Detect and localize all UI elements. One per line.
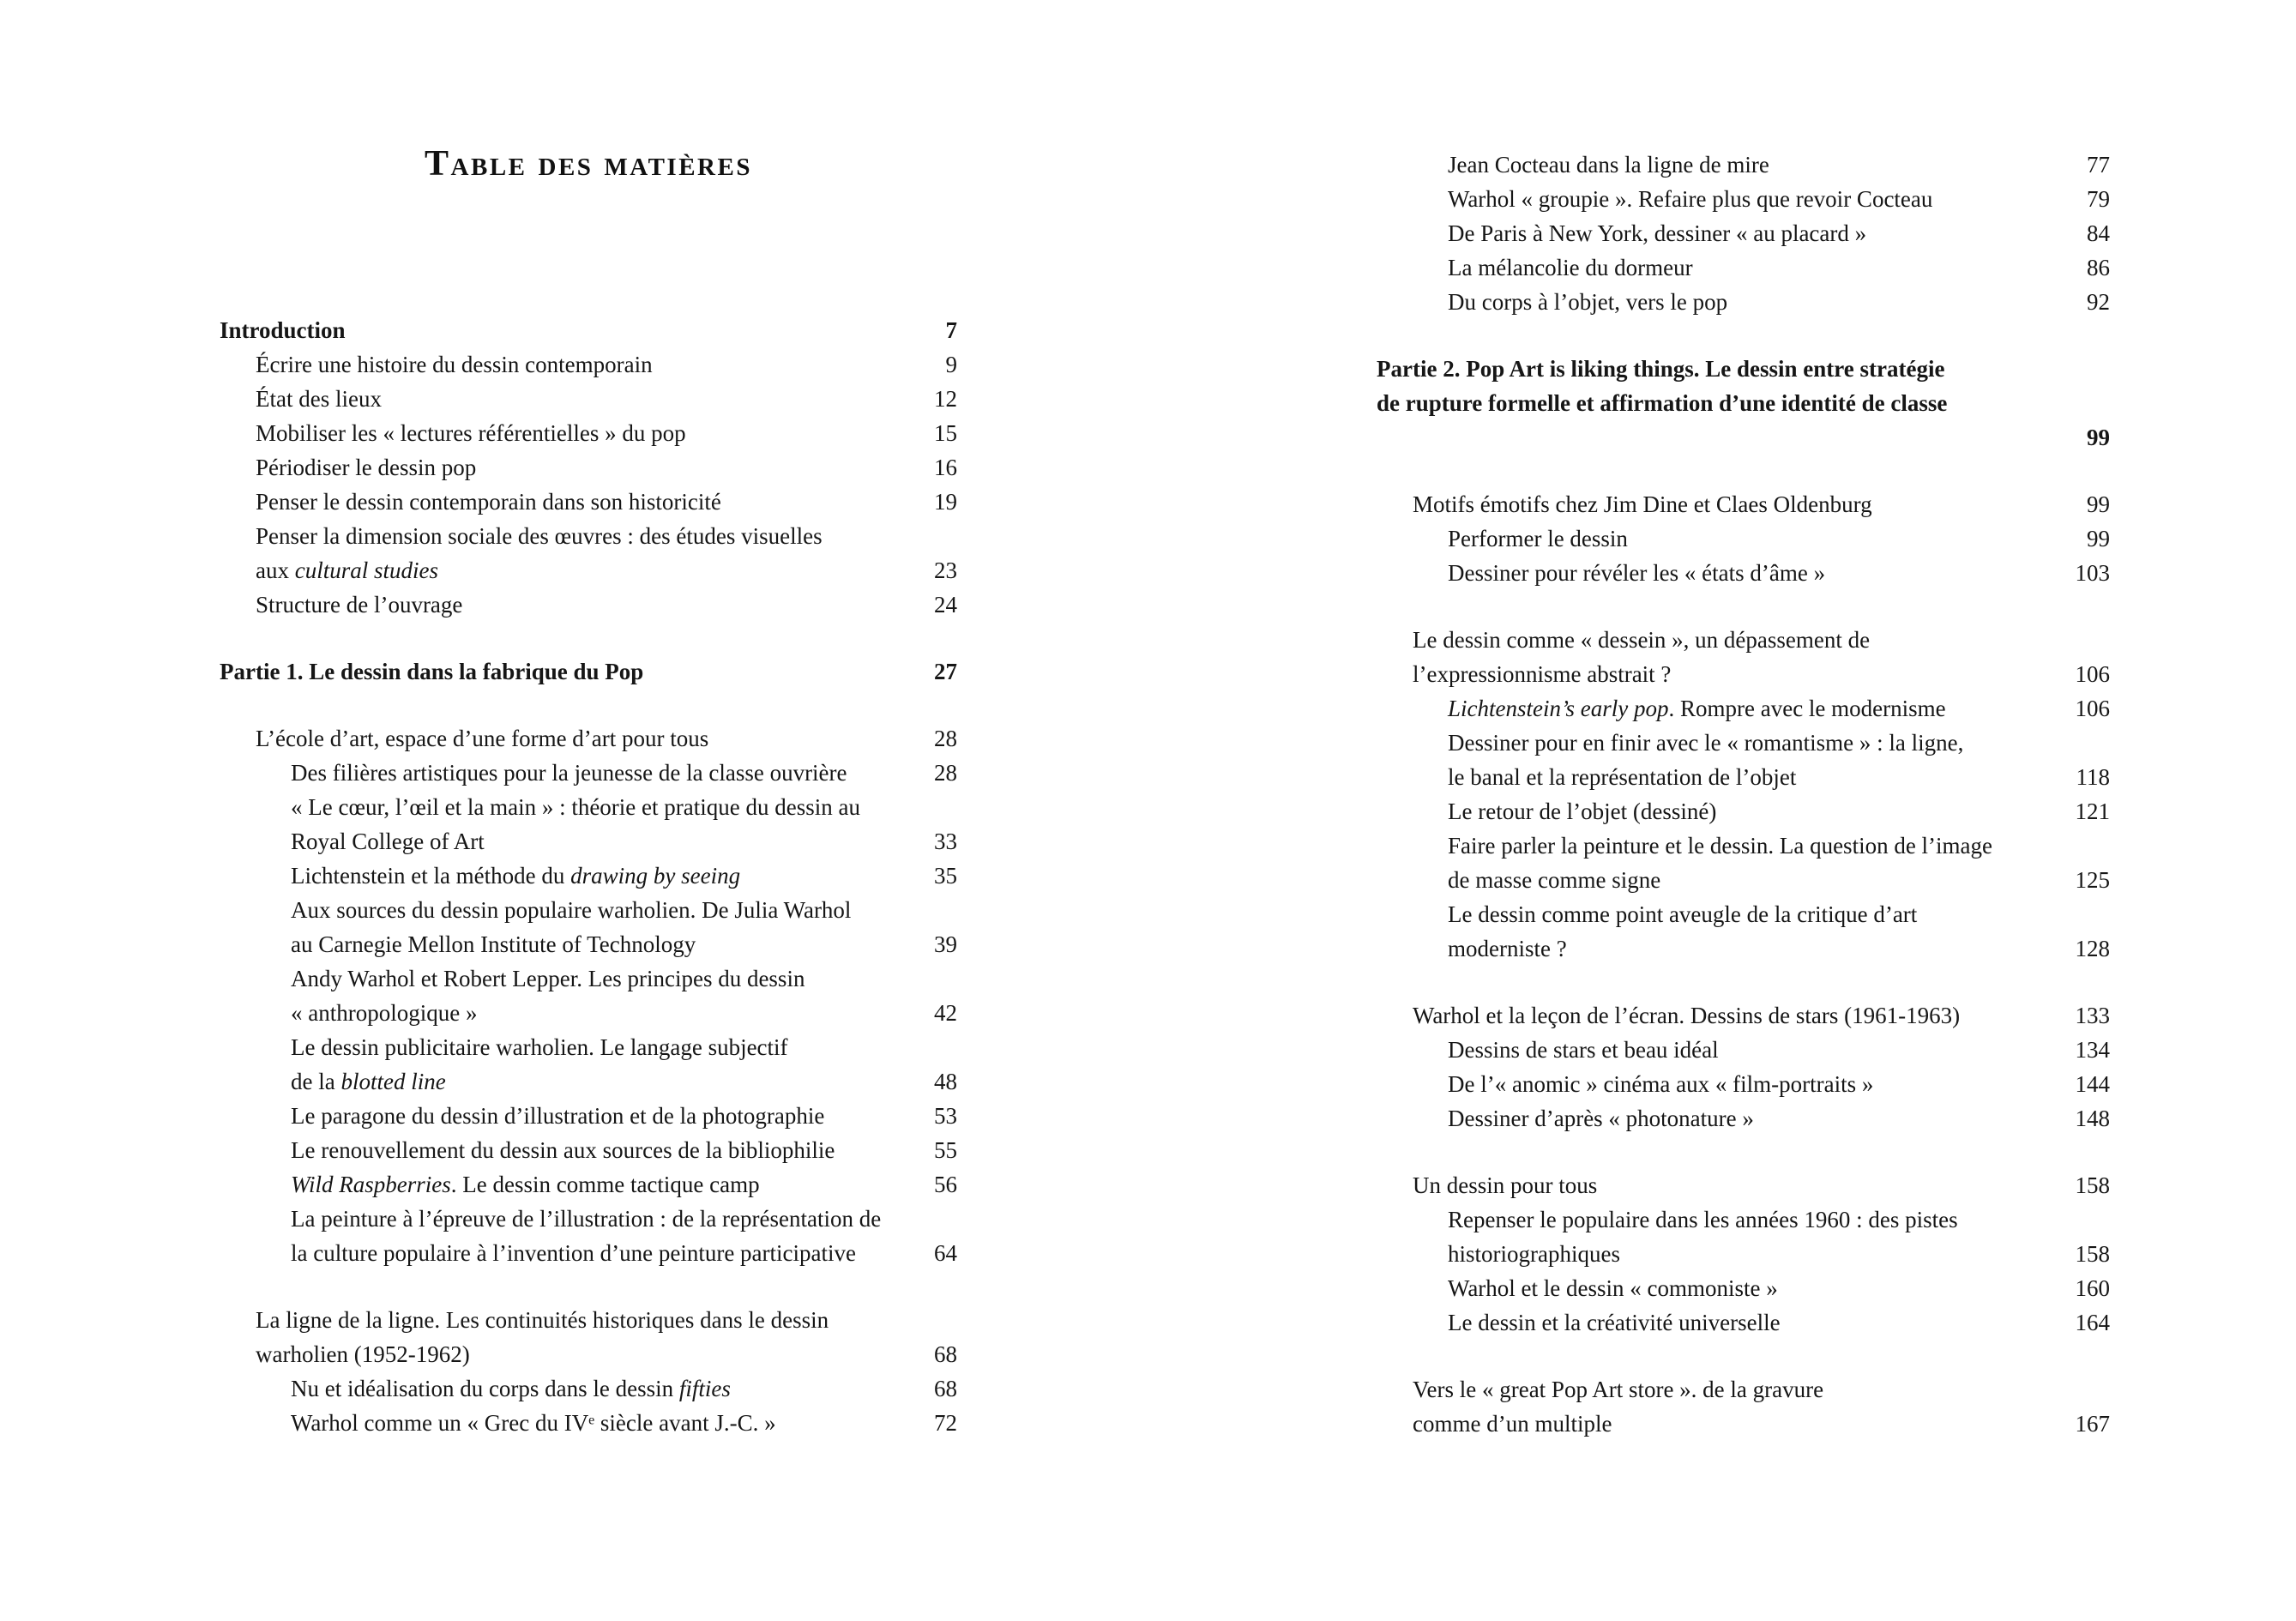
toc-entry: [1377, 691, 2110, 726]
page-title: Table des matières: [425, 144, 752, 184]
toc-entry-title: Lichtenstein et la méthode du drawing by seeing: [291, 863, 741, 889]
toc-entry-page-number: 106: [2075, 661, 2110, 687]
toc-entry-title: Andy Warhol et Robert Lepper. Les principes du dessin « anthropologique »: [291, 966, 805, 1026]
toc-entry: [220, 450, 957, 485]
toc-entry-title: Le dessin comme « dessein », un dépassement de l’expressionnisme abstrait ?: [1413, 627, 1871, 687]
toc-entry-title: L’école d’art, espace d’une forme d’art pour tous: [256, 726, 709, 751]
toc-entry-page-number: 56: [934, 1172, 957, 1197]
toc-entry-title: La ligne de la ligne. Les continuités historiques dans le dessin warholien (1952-1962): [256, 1307, 829, 1367]
toc-entry-page-number: 27: [934, 659, 957, 684]
toc-entry-page-number: 28: [934, 726, 957, 751]
toc-entry-page-number: 144: [2075, 1071, 2110, 1097]
toc-entry-title: Warhol « groupie ». Refaire plus que revoir Cocteau: [1448, 186, 1933, 212]
toc-entry: [1377, 487, 2110, 521]
toc-entry-page-number: 35: [934, 863, 957, 889]
toc-entry: [1377, 794, 2110, 829]
toc-entry-title: Le paragone du dessin d’illustration et de la photographie: [291, 1103, 825, 1129]
toc-entry-page-number: 106: [2075, 696, 2110, 721]
toc-entry-title: Partie 1. Le dessin dans la fabrique du Pop: [220, 659, 644, 684]
toc-entry-page-number: 68: [934, 1376, 957, 1401]
toc-entry-page-number: 160: [2075, 1275, 2110, 1301]
toc-entry: [1377, 285, 2110, 319]
toc-entry-page-number: 9: [945, 352, 957, 377]
toc-entry-page-number: 121: [2075, 798, 2110, 824]
toc-entry: [220, 790, 957, 859]
toc-entry: [220, 859, 957, 893]
toc-entry: [1377, 1305, 2110, 1340]
toc-entry-page-number: 133: [2075, 1003, 2110, 1028]
toc-entry-title: Dessins de stars et beau idéal: [1448, 1037, 1719, 1063]
toc-entry-page-number: 72: [934, 1410, 957, 1436]
toc-entry-title: Penser la dimension sociale des œuvres : des études visuelles aux cultural studies: [256, 523, 823, 583]
toc-entry-title: Warhol et le dessin « commoniste »: [1448, 1275, 1778, 1301]
toc-entry: [220, 893, 957, 961]
toc-entry-title: Du corps à l’objet, vers le pop: [1448, 289, 1728, 315]
toc-entry-page-number: 24: [934, 592, 957, 618]
toc-entry-page-number: 99: [2087, 526, 2110, 551]
toc-entry: [1377, 1271, 2110, 1305]
toc-entry-page-number: 164: [2075, 1310, 2110, 1335]
toc-entry-title: Dessiner pour révéler les « états d’âme »: [1448, 560, 1826, 586]
toc-entry: [1377, 1202, 2110, 1271]
toc-entry-page-number: 16: [934, 455, 957, 480]
toc-entry: [1377, 216, 2110, 250]
toc-entry: [220, 961, 957, 1030]
toc-entry-page-number: 19: [934, 489, 957, 515]
toc-entry-title: Lichtenstein’s early pop. Rompre avec le modernisme: [1448, 696, 1946, 721]
toc-entry: [1377, 1168, 2110, 1202]
toc-entry: [220, 416, 957, 450]
toc-entry: [1377, 250, 2110, 285]
toc-entry-title: Performer le dessin: [1448, 526, 1628, 551]
toc-entry-title: Warhol comme un « Grec du IVᵉ siècle avant J.-C. »: [291, 1410, 776, 1436]
toc-entry-title: Aux sources du dessin populaire warholien. De Julia Warhol au Carnegie Mellon Institute of Technology: [291, 897, 852, 957]
toc-entry-title: De Paris à New York, dessiner « au placard »: [1448, 220, 1867, 246]
toc-entry-page-number: 103: [2075, 560, 2110, 586]
toc-entry: [220, 313, 957, 347]
toc-entry-page-number: 134: [2075, 1037, 2110, 1063]
toc-entry-title: Vers le « great Pop Art store ». de la gravure comme d’un multiple: [1413, 1377, 1824, 1437]
toc-entry: [1377, 623, 2110, 691]
toc-entry-page-number: 23: [934, 557, 957, 583]
toc-entry: [1377, 148, 2110, 182]
toc-entry: [220, 382, 957, 416]
toc-entry-title: Wild Raspberries. Le dessin comme tactique camp: [291, 1172, 760, 1197]
toc-entry: [220, 721, 957, 756]
toc-entry-title: La mélancolie du dormeur: [1448, 255, 1693, 280]
toc-entry-page-number: 53: [934, 1103, 957, 1129]
toc-entry: [220, 485, 957, 519]
toc-entry-title: Motifs émotifs chez Jim Dine et Claes Oldenburg: [1413, 491, 1872, 517]
toc-entry: [1377, 556, 2110, 590]
toc-entry: [220, 654, 957, 689]
toc-entry-title: Le dessin et la créativité universelle: [1448, 1310, 1781, 1335]
toc-entry-title: Périodiser le dessin pop: [256, 455, 477, 480]
toc-entry-title: Nu et idéalisation du corps dans le dessin fifties: [291, 1376, 731, 1401]
toc-entry-title: Le renouvellement du dessin aux sources de la bibliophilie: [291, 1137, 835, 1163]
toc-entry-title: « Le cœur, l’œil et la main » : théorie et pratique du dessin au Royal College of Art: [291, 794, 860, 854]
toc-entry: [1377, 1372, 2110, 1441]
toc-entry: [1377, 1067, 2110, 1101]
toc-entry-page-number: 77: [2087, 152, 2110, 178]
toc-entry: [220, 756, 957, 790]
toc-entry-page-number: 167: [2075, 1411, 2110, 1437]
toc-entry-title: Le retour de l’objet (dessiné): [1448, 798, 1717, 824]
toc-entry-page-number: 128: [2075, 936, 2110, 961]
toc-entry-title: Un dessin pour tous: [1413, 1172, 1598, 1198]
toc-column-left: [220, 142, 957, 1440]
toc-entry-page-number: 39: [934, 931, 957, 957]
toc-entry-page-number: 148: [2075, 1106, 2110, 1131]
toc-column-right: [1377, 148, 2110, 1441]
toc-entry-page-number: 86: [2087, 255, 2110, 280]
toc-entry-page-number: 55: [934, 1137, 957, 1163]
toc-entry-title: Des filières artistiques pour la jeunesse de la classe ouvrière: [291, 760, 847, 786]
toc-entry-page-number: 68: [934, 1341, 957, 1367]
toc-entry-page-number: 158: [2075, 1241, 2110, 1267]
toc-entry-page-number: 92: [2087, 289, 2110, 315]
toc-entry: [220, 1099, 957, 1133]
toc-entry: [220, 1303, 957, 1371]
toc-entry: [1377, 998, 2110, 1033]
toc-entry-page-number: 79: [2087, 186, 2110, 212]
toc-entry: [220, 1406, 957, 1440]
toc-entry-title: Mobiliser les « lectures référentielles » du pop: [256, 420, 686, 446]
toc-entry-page-number: 12: [934, 386, 957, 412]
toc-entry-page-number: 48: [934, 1069, 957, 1094]
toc-entry-title: État des lieux: [256, 386, 382, 412]
toc-entry: [220, 588, 957, 622]
toc-entry-title: Le dessin publicitaire warholien. Le langage subjectif de la blotted line: [291, 1034, 788, 1094]
toc-entry-title: Partie 2. Pop Art is liking things. Le dessin entre stratégie de rupture formelle et affirmation d’une identité de classe: [1377, 356, 1948, 416]
toc-entry-page-number: 125: [2075, 867, 2110, 893]
toc-entry-title: Dessiner pour en finir avec le « romantisme » : la ligne, le banal et la représentation de l’objet: [1448, 730, 1964, 790]
toc-entry: [1377, 829, 2110, 897]
toc-entry-page-number: 33: [934, 829, 957, 854]
toc-entry: [1377, 726, 2110, 794]
toc-entry-page-number: 28: [934, 760, 957, 786]
toc-entry-page-number: 64: [934, 1240, 957, 1266]
toc-entry-page-number: 7: [945, 317, 957, 343]
toc-entry-page-number: 99: [2087, 425, 2110, 450]
toc-entry-page-number: 42: [934, 1000, 957, 1026]
toc-entry-title: Faire parler la peinture et le dessin. La question de l’image de masse comme signe: [1448, 833, 1993, 893]
toc-entry: [1377, 1101, 2110, 1136]
toc-entries-right: [1377, 148, 2110, 1441]
toc-entry-title: Introduction: [220, 317, 346, 343]
toc-entry: [220, 347, 957, 382]
toc-entries-left: [220, 313, 957, 1440]
toc-entry-title: Écrire une histoire du dessin contemporain: [256, 352, 653, 377]
toc-entry: [220, 1202, 957, 1270]
toc-entry: [220, 519, 957, 588]
toc-entry-title: Dessiner d’après « photonature »: [1448, 1106, 1754, 1131]
toc-entry-title: Repenser le populaire dans les années 1960 : des pistes historiographiques: [1448, 1207, 1958, 1267]
toc-entry: [1377, 897, 2110, 966]
toc-entry: [220, 1133, 957, 1167]
toc-entry-page-number: 84: [2087, 220, 2110, 246]
toc-entry-title: Jean Cocteau dans la ligne de mire: [1448, 152, 1769, 178]
toc-entry: [220, 1030, 957, 1099]
toc-entry: [1377, 521, 2110, 556]
toc-entry-title: La peinture à l’épreuve de l’illustration : de la représentation de la culture populaire à l’invention d’une peinture participative: [291, 1206, 882, 1266]
toc-entry-title: Structure de l’ouvrage: [256, 592, 463, 618]
toc-entry-page-number: 99: [2087, 491, 2110, 517]
toc-entry-page-number: 158: [2075, 1172, 2110, 1198]
toc-entry: [220, 1371, 957, 1406]
toc-entry: [1377, 1033, 2110, 1067]
toc-entry-page-number: 15: [934, 420, 957, 446]
toc-entry-title: Warhol et la leçon de l’écran. Dessins de stars (1961-1963): [1413, 1003, 1961, 1028]
toc-entry-title: Le dessin comme point aveugle de la critique d’art moderniste ?: [1448, 901, 1918, 961]
toc-entry: [1377, 352, 2110, 455]
toc-entry-page-number: 118: [2076, 764, 2110, 790]
toc-entry-title: Penser le dessin contemporain dans son historicité: [256, 489, 721, 515]
toc-entry-title: De l’« anomic » cinéma aux « film-portraits »: [1448, 1071, 1874, 1097]
toc-entry: [1377, 182, 2110, 216]
toc-entry: [220, 1167, 957, 1202]
